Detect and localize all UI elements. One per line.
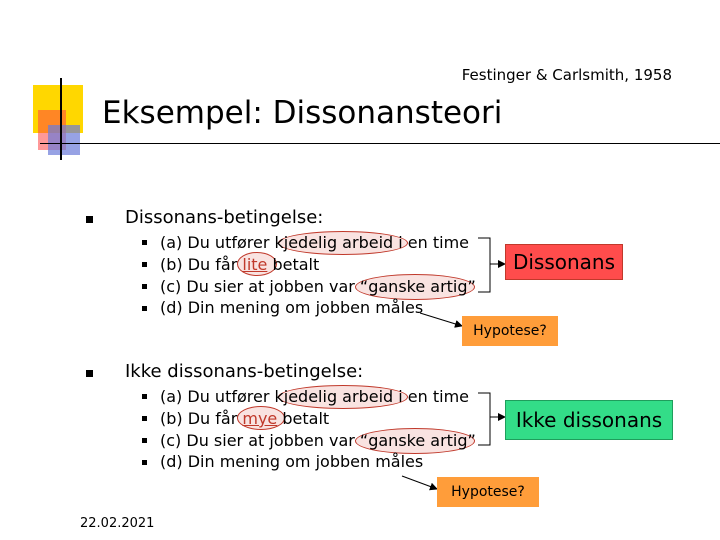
dissonans-box: Dissonans: [505, 244, 623, 280]
section1-line-c: (c) Du sier at jobben var “ganske artig”: [160, 277, 476, 296]
ikke-dissonans-box: Ikke dissonans: [505, 400, 673, 440]
section2-heading: Ikke dissonans-betingelse:: [125, 361, 364, 382]
bracket-2: [478, 393, 490, 445]
emphasis-mye: mye: [242, 409, 278, 428]
bullet-icon: [142, 416, 147, 421]
bullet-icon: [142, 306, 147, 311]
bullet-icon: [142, 240, 147, 245]
bullet-icon: [142, 394, 147, 399]
section2-line-d: (d) Din mening om jobben måles: [160, 452, 424, 471]
section2-line-b: (b) Du får mye betalt: [160, 409, 330, 428]
section1-line-d: (d) Din mening om jobben måles: [160, 298, 424, 317]
hypothesis-box-2: Hypotese?: [437, 477, 539, 507]
bracket-1: [478, 238, 490, 292]
section2-line-c: (c) Du sier at jobben var “ganske artig”: [160, 431, 476, 450]
slide-title: Eksempel: Dissonansteori: [102, 95, 503, 131]
slide-date: 22.02.2021: [80, 516, 155, 531]
arrow-to-hypothesis-1: [420, 313, 462, 326]
section1-line-b: (b) Du får lite betalt: [160, 255, 320, 274]
citation: Festinger & Carlsmith, 1958: [461, 66, 672, 84]
emphasis-lite: lite: [242, 255, 268, 274]
arrow-to-hypothesis-2: [402, 476, 437, 489]
hypothesis-box-1: Hypotese?: [462, 316, 558, 346]
section1-line-a: (a) Du utfører kjedelig arbeid i en time: [160, 233, 469, 252]
bullet-icon: [142, 284, 147, 289]
bullet-icon: [142, 460, 147, 465]
bullet-icon: [142, 438, 147, 443]
bullet-icon: [86, 370, 93, 377]
section2-line-a: (a) Du utfører kjedelig arbeid i en time: [160, 387, 469, 406]
bullet-icon: [86, 216, 93, 223]
bullet-icon: [142, 262, 147, 267]
section1-heading: Dissonans-betingelse:: [125, 207, 324, 228]
